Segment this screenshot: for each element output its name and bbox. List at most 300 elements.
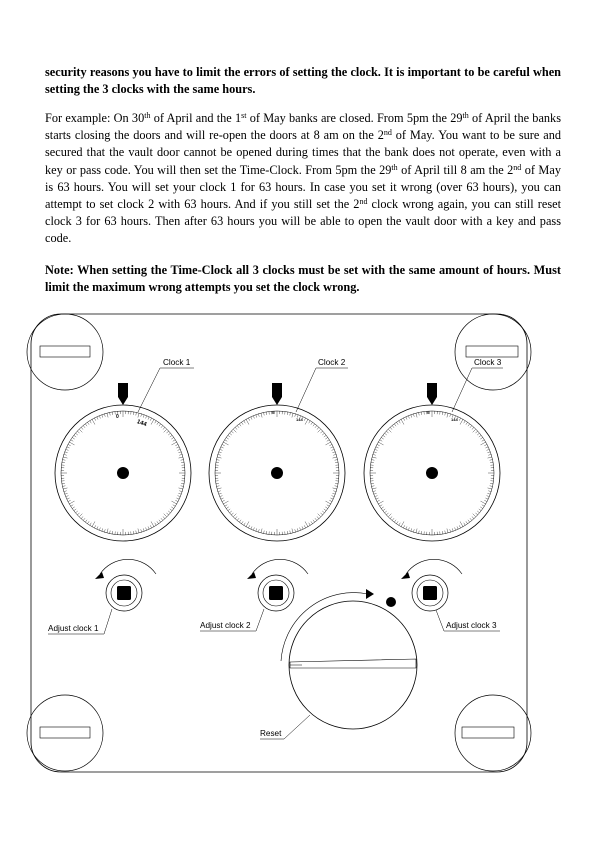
dial-tick [313,424,315,426]
dial-tick [231,431,233,433]
dial-tick [399,421,401,424]
example-text-2: of April and the 1 [150,111,242,125]
dial-tick [335,486,338,487]
dial-tick [372,457,376,458]
dial-tick [63,457,67,458]
dial-tick [482,505,485,507]
dial-tick [403,418,404,421]
dial-tick [406,526,407,529]
corner-screw-bottom-right [455,695,531,771]
dial-tick [72,507,74,509]
dial-tick [231,513,233,515]
dial-tick [371,462,374,463]
dial-tick [216,486,219,487]
dial-tick [327,440,330,442]
dial-tick [459,418,460,421]
dial-tick [175,500,178,501]
dial-tick [325,507,327,509]
dial-tick [408,528,409,531]
dial-tick [490,483,493,484]
dial-tick [490,460,493,461]
dial-tick [330,447,333,448]
dial-tick [110,412,111,415]
dial-tick [68,444,71,445]
dial-tick [99,528,100,531]
dial-tick [179,488,183,489]
clock-3-dial [364,383,500,541]
dial-tick [171,437,173,439]
dial-tick [150,525,151,528]
dial-tick [315,518,317,520]
dial-tick [318,429,321,432]
dial-tick [376,447,379,448]
dial-tick [290,531,291,534]
dial-tick [239,424,241,426]
dial-tick [488,488,492,489]
dial-tick [377,500,380,501]
dial-tick [266,531,267,534]
dial-tick [309,523,311,526]
reset-label: Reset [260,729,282,738]
ordinal-suffix-2: st [241,111,247,120]
dial-tick [258,529,259,532]
dial-tick [480,437,482,439]
dial-tick [324,435,326,437]
dial-tick [90,421,92,424]
clock-2-hub [271,467,283,479]
clock-3-max-mark: 144 [451,417,458,422]
dial-tick [313,520,315,522]
dial-tick [230,511,232,513]
dial-tick [239,520,241,522]
dial-tick [219,493,222,494]
dial-tick [172,501,177,504]
dial-tick [228,435,230,437]
example-text-5: of May. You want to be sure and secured that the vault door cannot be opened during times that the bank does not operate, even with a key or pass code. You will then set the Time-Clock. From 5pm the 29 [45,128,561,177]
dial-tick [287,412,288,415]
dial-tick [155,421,157,424]
dial-tick [373,454,376,455]
dial-tick [479,435,481,437]
dial-tick [457,526,458,529]
dial-tick [143,528,144,531]
dial-tick [470,518,472,520]
dial-tick [244,421,246,424]
dial-tick [472,427,474,429]
ordinal-suffix-7: nd [359,197,368,207]
dial-tick [79,429,82,432]
dial-tick [163,517,165,519]
dial-tick [107,413,108,417]
dial-tick [246,522,249,527]
reset-knob[interactable] [281,589,417,729]
dial-tick [383,509,385,511]
dial-tick [324,509,326,511]
adjust-clock-1-label: Adjust clock 1 [48,624,99,633]
dial-tick [62,483,65,484]
dial-tick [333,457,337,458]
adjust-clock-3-label: Adjust clock 3 [446,621,497,630]
dial-tick [151,522,154,527]
dial-tick [332,496,335,497]
reset-rotation-arc [281,593,368,661]
dial-tick [468,424,470,426]
dial-tick [468,520,470,522]
clock-1-leader-line [138,368,194,412]
dial-tick [62,486,65,487]
dial-tick [480,507,482,509]
dial-tick [473,514,476,517]
dial-tick [488,457,492,458]
dial-tick [175,444,178,445]
dial-tick [150,418,151,421]
dial-tick [390,517,392,519]
dial-tick [218,491,221,492]
dial-tick [81,427,83,429]
dial-tick [157,422,159,424]
dial-tick [311,422,313,424]
dial-tick [155,523,157,526]
dial-tick [406,417,407,420]
dial-tick [178,449,181,450]
dial-tick [380,440,383,442]
dial-tick [159,520,161,522]
dial-tick [217,457,221,458]
clock-2-max-mark: 144 [296,417,303,422]
clock-2-leader-line [296,368,348,412]
dial-tick [226,437,228,439]
dial-tick [138,413,139,417]
clock-3-zero-mark: 0 [427,410,430,415]
dial-tick [482,440,485,442]
dial-tick [388,429,391,432]
example-text-4: of April the banks starts closing the doors and will re-open the doors at 8 am on the 2 [45,111,561,143]
dial-tick [85,520,87,522]
dial-tick [392,426,394,428]
dial-tick [244,523,246,526]
dial-tick [477,511,479,513]
dial-tick [304,418,305,421]
clock-1-zero-mark: 0 [116,414,119,420]
corner-screw-top-right [455,314,531,390]
dial-tick [157,521,159,523]
dial-tick [228,509,230,511]
dial-tick [104,529,105,532]
ordinal-suffix-5: th [391,162,398,172]
dial-tick [161,426,163,428]
example-text-1: For example: On 30 [45,111,145,125]
dial-tick [141,529,142,532]
adjust-clock-1-arrow-icon [95,572,104,579]
adjust-clock-3-knob[interactable] [401,559,462,611]
dial-tick [256,528,257,531]
clock-1-dial [55,383,191,541]
clock-1-max-mark: 144 [135,419,148,429]
dial-tick [466,422,468,424]
dial-tick [416,529,417,533]
dial-tick [102,528,103,531]
dial-tick [325,437,327,439]
dial-tick [445,412,446,415]
dial-tick [181,486,184,487]
dial-tick [311,521,313,523]
dial-tick [317,517,319,519]
dial-tick [375,496,378,497]
dial-tick [76,511,78,513]
dial-tick [164,429,167,432]
dial-tick [170,509,172,511]
example-text-7: of May is 63 hours. You will set your clock 1 for 63 hours. In case you set it wrong (over 63 hours), you can attempt to set clock 2 with 63 hours. And if you still set the 2 [45,162,561,212]
example-text-6: of April till 8 am the 2 [397,162,514,177]
dial-tick [251,526,252,529]
dial-tick [220,496,223,497]
dial-tick [74,435,76,437]
dial-tick [394,520,396,522]
dial-tick [401,522,404,527]
dial-tick [305,419,308,424]
dial-tick [87,422,89,424]
dial-tick [77,431,79,433]
paragraph-note: Note: When setting the Time-Clock all 3 clocks must be set with the same amount of hours. Must limit the maximum wrong attempts you set the clock wrong. [45,263,561,295]
adjust-clock-2-knob[interactable] [247,559,308,611]
dial-tick [179,457,183,458]
dial-tick [168,511,170,513]
dial-tick [266,412,267,415]
dial-tick [66,449,69,450]
dial-tick [413,414,414,417]
dial-tick [65,452,68,453]
dial-tick [305,522,308,527]
dial-tick [178,452,181,453]
dial-tick [77,513,79,515]
dial-tick [287,531,288,534]
dial-tick [377,444,380,445]
dial-tick [477,433,479,435]
dial-tick [321,431,323,433]
dial-tick [63,488,67,489]
dial-tick [321,513,323,515]
dial-tick [68,500,71,501]
dial-tick [173,440,176,442]
clock-3-pointer-icon [427,383,437,405]
dial-tick [373,491,376,492]
dial-tick [64,491,67,492]
dial-tick [473,429,476,432]
dial-tick [264,412,265,415]
dial-tick [481,442,486,445]
dial-tick [143,415,144,418]
dial-tick [94,418,95,421]
dial-tick [138,529,139,533]
dial-tick [64,454,67,455]
dial-tick [464,523,466,526]
dial-tick [292,413,293,417]
corner-screw-bottom-left [27,695,103,771]
dial-tick [335,462,338,463]
dial-tick [87,521,89,523]
paragraph-intro: security reasons you have to limit the errors of setting the clock. It is important to be careful when setting the 3 clocks with the same hours. [45,65,561,97]
dial-tick [107,529,108,533]
dial-tick [330,498,333,499]
dial-tick [221,498,224,499]
dial-tick [222,444,225,445]
dial-tick [233,429,236,432]
dial-tick [241,521,243,523]
dial-tick [133,531,134,534]
dial-tick [67,447,70,448]
example-text-3: of May banks are closed. From 5pm the 29 [246,111,463,125]
dial-tick [148,526,149,529]
dial-tick [460,419,463,424]
dial-tick [304,525,305,528]
dial-tick [333,454,336,455]
clock-1-hub [117,467,129,479]
dial-tick [290,412,291,415]
dial-tick [71,505,74,507]
dial-tick [133,412,134,415]
dial-tick [297,528,298,531]
adjust-clock-2-label: Adjust clock 2 [200,621,251,630]
dial-tick [230,433,232,435]
dial-tick [485,498,488,499]
dial-tick [112,412,113,415]
dial-tick [65,493,68,494]
dial-tick [326,501,331,504]
dial-tick [216,462,219,463]
dial-tick [223,442,228,445]
dial-tick [455,528,456,531]
dial-tick [322,511,324,513]
reset-arrow-icon [366,589,374,599]
clock-3-label: Clock 3 [474,358,502,367]
dial-tick [490,462,493,463]
dial-tick [173,505,176,507]
dial-tick [490,486,493,487]
dial-tick [333,491,336,492]
ordinal-suffix-1: th [144,111,151,120]
ordinal-suffix-6: nd [513,162,522,172]
dial-tick [388,514,391,517]
dial-tick [222,500,225,501]
dial-tick [176,498,179,499]
dial-tick [178,496,181,497]
dial-tick [237,518,239,520]
dial-tick [476,431,478,433]
dial-tick [94,525,95,528]
dial-tick [235,427,237,429]
dial-tick [167,431,169,433]
dial-tick [97,417,98,420]
dial-tick [62,462,65,463]
clock-3-hub [426,467,438,479]
dial-tick [295,529,296,532]
dial-tick [176,447,179,448]
dial-tick [399,523,401,526]
dial-tick [447,413,448,417]
dial-tick [419,531,420,534]
dial-tick [322,433,324,435]
dial-tick [332,452,335,453]
dial-tick [302,526,303,529]
adjust-clock-1-knob[interactable] [95,559,156,611]
dial-tick [484,500,487,501]
clock-1-pointer-icon [118,383,128,405]
dial-tick [71,440,74,442]
dial-tick [481,501,486,504]
dial-tick [371,483,374,484]
dial-tick [159,424,161,426]
dial-tick [146,416,147,419]
dial-tick [248,418,249,421]
dial-tick [226,507,228,509]
dial-tick [110,531,111,534]
dial-tick [104,414,105,417]
dial-tick [487,493,490,494]
dial-tick [72,437,74,439]
dial-tick [385,511,387,513]
dial-tick [235,517,237,519]
dial-tick [217,488,221,489]
dial-tick [315,426,317,428]
adjust-clock-2-arrow-icon [247,572,256,579]
dial-tick [261,529,262,533]
dial-tick [396,521,398,523]
dial-tick [241,422,243,424]
dial-tick [261,413,262,417]
dial-tick [333,488,337,489]
dial-tick [179,454,182,455]
dial-tick [69,501,74,504]
dial-tick [216,483,219,484]
dial-tick [136,412,137,415]
dial-tick [332,493,335,494]
plate-outline [31,314,527,772]
dial-tick [447,529,448,533]
dial-tick [442,412,443,415]
dial-tick [372,488,376,489]
dial-tick [76,433,78,435]
clock-2-zero-mark: 0 [272,410,275,415]
dial-tick [300,528,301,531]
dial-tick [401,419,404,424]
reset-handle-bar [290,659,416,668]
dial-tick [223,501,228,504]
ordinal-suffix-3: th [462,111,469,120]
dial-tick [264,531,265,534]
dial-tick [394,424,396,426]
dial-tick [233,514,236,517]
dial-tick [181,462,184,463]
dial-tick [487,449,490,450]
dial-tick [83,518,85,520]
ordinal-suffix-4: nd [383,128,392,138]
dial-tick [476,513,478,515]
dial-tick [246,419,249,424]
dial-tick [112,531,113,534]
dial-tick [488,491,491,492]
dial-tick [413,529,414,532]
dial-tick [237,426,239,428]
dial-tick [141,414,142,417]
dial-tick [62,460,65,461]
dial-tick [79,514,82,517]
dial-tick [374,493,377,494]
dial-tick [92,522,95,527]
dial-tick [326,442,331,445]
dial-tick [67,498,70,499]
dial-tick [218,454,221,455]
dial-tick [378,501,383,504]
